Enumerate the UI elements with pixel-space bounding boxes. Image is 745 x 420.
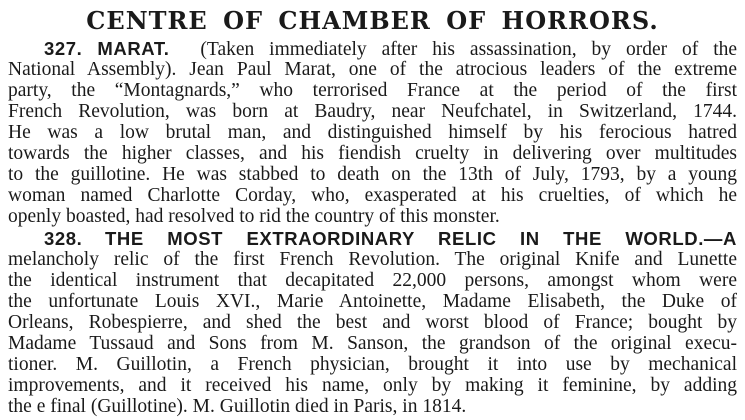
entry-328-line: melancholy relic of the first French Revolution. The original Knife and Lunette xyxy=(8,249,737,270)
entry-327-first-line xyxy=(44,38,737,60)
entry-328-line: the identical instrument that decapitated 22,000 persons, amongst whom were xyxy=(8,270,737,291)
entry-327-line: French Revolution, was born at Baudry, near Neufchatel, in Switzerland, 1744. xyxy=(8,101,737,122)
entry-327-line: woman named Charlotte Corday, who, exasperated at his cruelties, of which he xyxy=(8,185,737,206)
entry-328-line: the unfortunate Louis XVI., Marie Antoinette, Madame Elisabeth, the Duke of xyxy=(8,291,737,312)
entry-text: (Taken immediately after his assassination, by order of the xyxy=(200,39,738,60)
entry-328-first-line xyxy=(44,228,737,250)
entry-327-line: party, the “Montagnards,” who terrorised France at the period of the first xyxy=(8,80,737,101)
entry-328-line: the e final (Guillotine). M. Guillotin died in Paris, in 1814. xyxy=(8,396,467,417)
entry-327-line: He was a low brutal man, and distinguished himself by his ferocious hatred xyxy=(8,122,737,143)
entry-327-line: towards the higher classes, and his fiendish cruelty in delivering over multitudes xyxy=(8,143,737,164)
entry-number: 327. xyxy=(44,38,83,59)
entry-heading: THE MOST EXTRAORDINARY RELIC IN THE WORLD.—A xyxy=(104,228,737,249)
entry-328-line: Madame Tussaud and Sons from M. Sanson, the grandson of the original execu- xyxy=(8,333,737,354)
entry-328-line: Orleans, Robespierre, and shed the best and worst blood of France; bought by xyxy=(8,312,737,333)
page-title: CENTRE OF CHAMBER OF HORRORS. xyxy=(86,6,659,35)
entry-327-line: to the guillotine. He was stabbed to death on the 13th of July, 1793, by a young xyxy=(8,164,737,185)
entry-328-line: tioner. M. Guillotin, a French physician, brought it into use by mechanical xyxy=(8,354,737,375)
entry-327-line: openly boasted, had resolved to rid the country of this monster. xyxy=(8,206,500,227)
entry-327-line: National Assembly). Jean Paul Marat, one of the atrocious leaders of the extreme xyxy=(8,59,737,80)
entry-heading: MARAT. xyxy=(97,38,170,59)
entry-number: 328. xyxy=(44,228,83,249)
entry-328-line: improvements, and it received his name, only by making it feminine, by adding xyxy=(8,375,737,396)
